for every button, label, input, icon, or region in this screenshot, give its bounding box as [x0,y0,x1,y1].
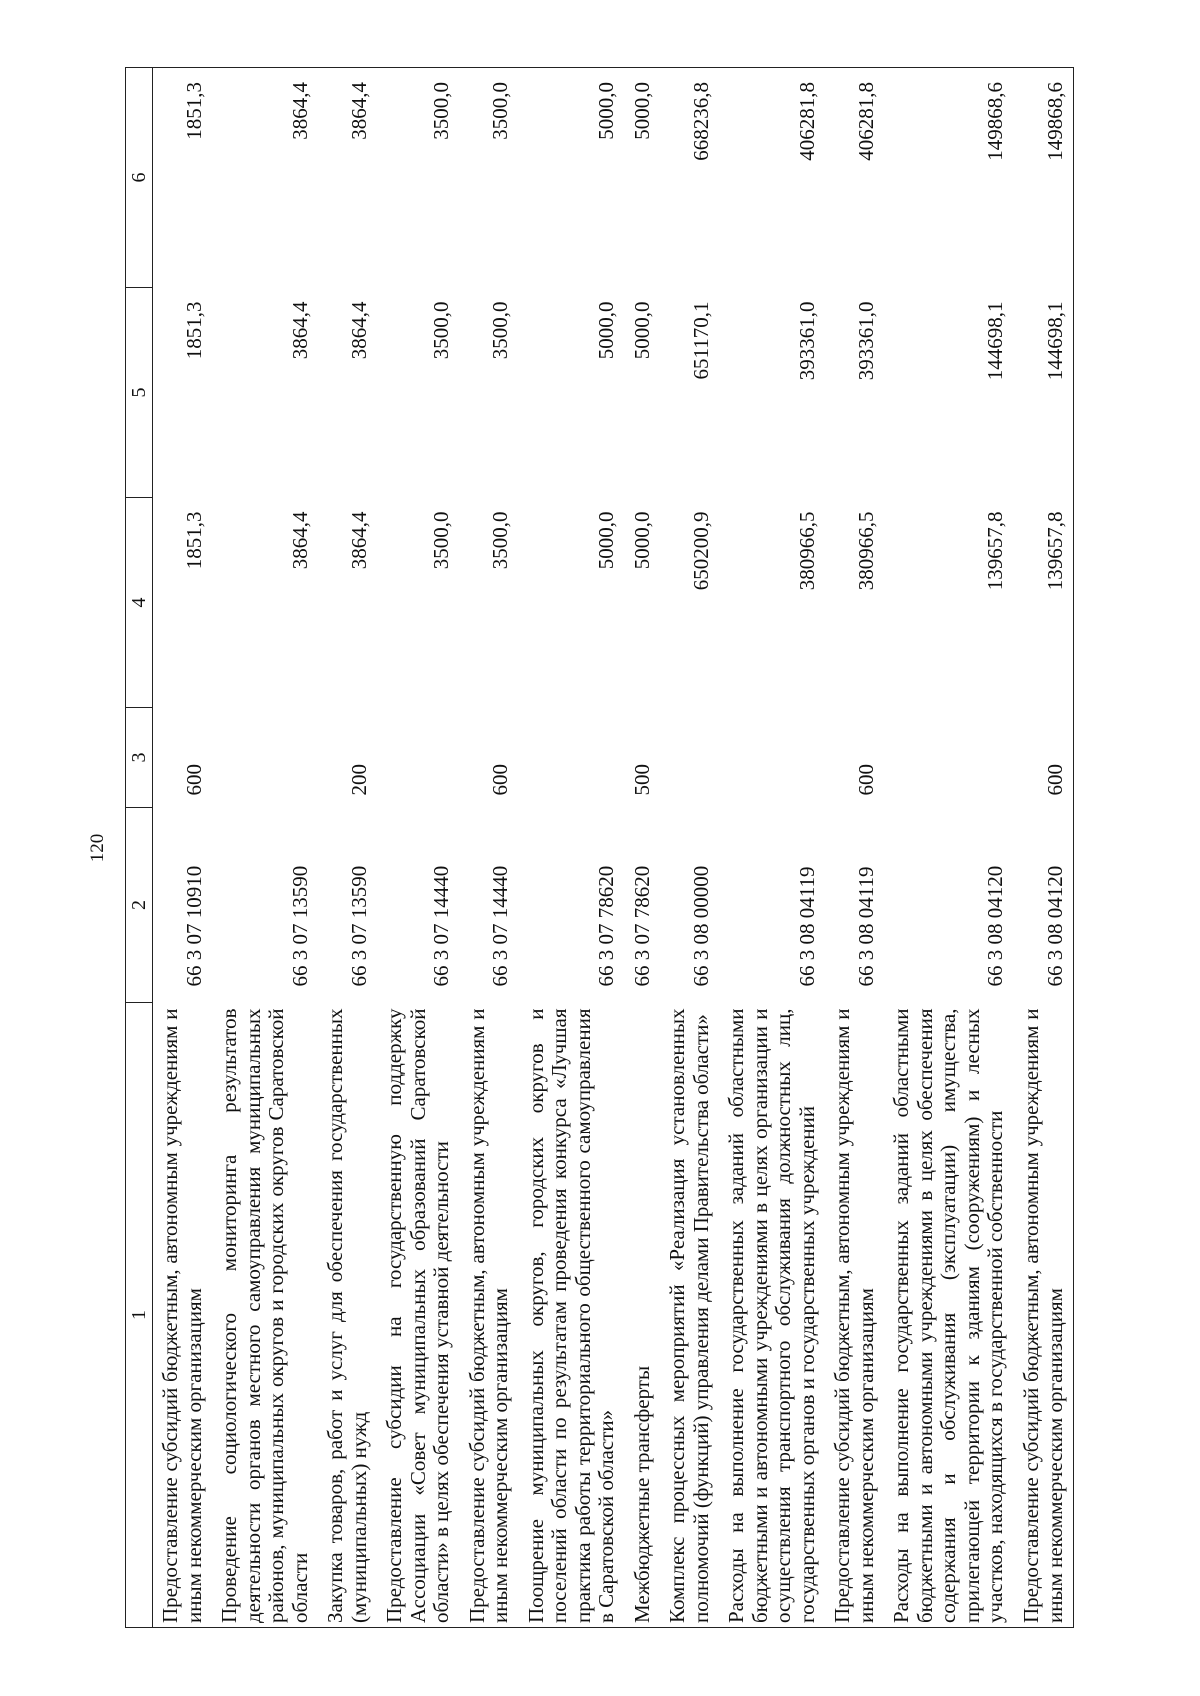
row-name: Предоставление субсидий бюджетным, автономным учреждениям и иным некоммерческим организациям [158,1008,206,1623]
row-value-4: 139657,8 [983,511,1008,591]
row-value-5: 3500,0 [429,301,454,360]
row-value-4: 5000,0 [594,511,619,570]
row-code: 66 3 07 78620 [594,865,619,987]
table-row [1014,68,1074,1628]
row-value-6: 5000,0 [629,82,654,140]
row-name: Комплекс процессных мероприятий «Реализация установленных полномочий (функций) управления делами Правительства области» [665,1008,713,1623]
row-value-5: 3864,4 [287,301,312,360]
row-type [660,708,719,808]
row-value-4: 3864,4 [287,511,312,570]
table-row [212,68,318,1628]
row-name: Поощрение муниципальных округов, городских округов и поселений области по результатам проведения конкурса «Лучшая практика работы территориального общественного самоуправления в Саратовской области» [523,1008,619,1623]
row-value-6: 1851,3 [181,82,206,140]
row-code: 66 3 08 04120 [983,865,1008,987]
header-row [126,68,153,1628]
row-value-6: 406281,8 [794,82,819,161]
row-value-4: 139657,8 [1042,511,1067,591]
row-name: Расходы на выполнение государственных заданий областными бюджетными и автономными учреждениями в целях обеспечения содержания и обслуживания (эксплуатации) имущества, прилегающей территории к зданиям (сооружениям) и лесных участков, находящихся в государственной собственности [889,1008,1008,1623]
row-code: 66 3 08 04120 [1042,865,1067,987]
row-value-6: 3500,0 [488,82,513,140]
header-col-2: 2 [126,808,153,1003]
row-value-5: 651170,1 [688,301,713,380]
row-name: Предоставление субсидии на государственную поддержку Ассоциации «Совет муниципальных образований Саратовской области» в целях обеспечения уставной деятельности [382,1008,454,1623]
row-type: 500 [629,764,654,796]
row-type: 600 [1042,764,1067,796]
table-row [825,68,884,1628]
table-row [519,68,625,1628]
row-value-5: 3500,0 [488,301,513,360]
row-type [884,708,1014,808]
table-row [719,68,825,1628]
row-value-4: 3500,0 [488,511,513,570]
row-value-4: 5000,0 [629,511,654,570]
row-value-4: 3864,4 [346,511,371,570]
row-name: Проведение социологического мониторинга результатов деятельности органов местного самоуправления муниципальных районов, муниципальных округов и городских округов Саратовской области [217,1008,312,1623]
page-number-text: 120 [87,833,108,863]
row-code: 66 3 08 04119 [853,866,878,987]
row-value-5: 3864,4 [346,301,371,360]
row-code: 66 3 07 78620 [629,865,654,987]
row-value-6: 149868,6 [983,82,1008,161]
row-name: Закупка товаров, работ и услуг для обеспечения государственных (муниципальных) нужд [323,1008,371,1623]
row-code: 66 3 07 14440 [429,865,454,987]
row-value-6: 3864,4 [346,82,371,140]
row-value-6: 3864,4 [287,82,312,140]
table-row [377,68,460,1628]
row-value-4: 3500,0 [429,511,454,570]
row-code: 66 3 07 13590 [346,865,371,987]
row-value-5: 393361,0 [794,301,819,381]
row-type [377,708,460,808]
row-code: 66 3 07 10910 [181,865,206,987]
row-type: 600 [853,764,878,796]
header-col-3: 3 [126,708,153,808]
row-value-6: 3500,0 [429,82,454,140]
row-code: 66 3 08 04119 [794,866,819,987]
rotated-table-container [125,68,1195,1628]
row-value-5: 393361,0 [853,301,878,381]
row-value-5: 1851,3 [181,301,206,360]
row-type [212,708,318,808]
header-col-1: 1 [126,1003,153,1628]
row-type [519,708,625,808]
row-type: 600 [488,764,513,796]
row-name: Предоставление субсидий бюджетным, автономным учреждениям и иным некоммерческим организациям [830,1008,878,1623]
table-row [625,68,661,1628]
row-value-5: 144698,1 [1042,301,1067,381]
row-type [719,708,825,808]
header-col-5: 5 [126,288,153,498]
row-value-4: 1851,3 [181,511,206,570]
table-row [153,68,213,1628]
row-value-5: 5000,0 [629,301,654,360]
row-name: Предоставление субсидий бюджетным, автономным учреждениям и иным некоммерческим организациям [464,1008,513,1623]
row-name: Расходы на выполнение государственных заданий областными бюджетными и автономными учреждениями в целях организации и осуществления транспортного обслуживания должностных лиц, государственных органов и государственных учреждений [724,1008,819,1623]
row-value-4: 380966,5 [794,511,819,591]
table-row [318,68,377,1628]
table-row [884,68,1014,1628]
row-name: Межбюджетные трансферты [629,1365,654,1623]
table-row [660,68,719,1628]
budget-table [125,67,1074,1628]
row-type: 200 [346,764,371,796]
row-value-4: 650200,9 [688,511,713,591]
row-name: Предоставление субсидий бюджетным, автономным учреждениям и иным некоммерческим организациям [1018,1008,1067,1623]
row-value-6: 406281,8 [853,82,878,161]
row-code: 66 3 08 00000 [688,865,713,987]
header-col-6: 6 [126,68,153,288]
row-value-6: 5000,0 [594,82,619,140]
row-code: 66 3 07 13590 [287,865,312,987]
row-value-5: 144698,1 [983,301,1008,381]
row-code: 66 3 07 14440 [488,865,513,987]
table-row [460,68,519,1628]
row-value-6: 668236,8 [688,82,713,161]
row-value-6: 149868,6 [1042,82,1067,161]
row-value-5: 5000,0 [594,301,619,360]
row-value-4: 380966,5 [853,511,878,591]
header-col-4: 4 [126,498,153,708]
row-type: 600 [181,764,206,796]
